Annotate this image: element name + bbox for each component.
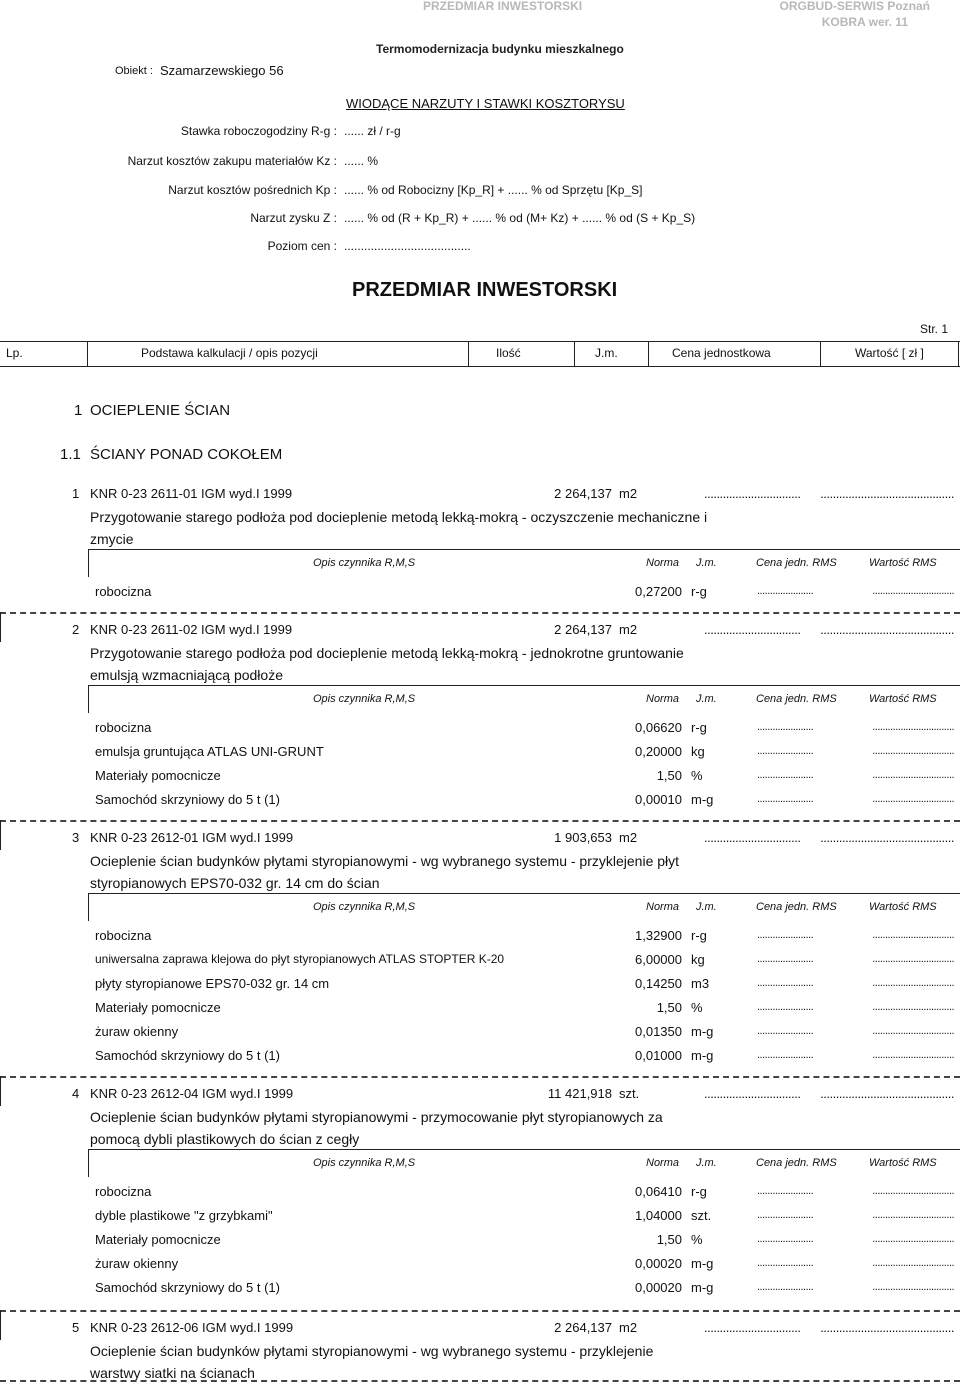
resource-value-dots: ................................ — [872, 1233, 954, 1245]
resource-header-desc: Opis czynnika R,M,S — [313, 557, 416, 569]
item-lp: 5 — [72, 1320, 80, 1335]
resource-value-dots: ................................ — [872, 1281, 954, 1293]
item-separator — [0, 1076, 960, 1078]
resource-price-dots: ...................... — [757, 929, 814, 941]
rate-label: Narzut zysku Z : — [250, 211, 337, 225]
resource-price-dots: ...................... — [757, 585, 814, 597]
th-qty: Ilość — [496, 346, 521, 360]
item-price-dots: ............................... — [704, 1086, 801, 1101]
th-lp: Lp. — [6, 346, 23, 360]
resource-price-dots: ...................... — [757, 1185, 814, 1197]
resource-value-dots: ................................ — [872, 793, 954, 805]
item-left-rule — [0, 612, 1, 642]
item-left-rule — [0, 820, 1, 850]
item-description-line2: zmycie — [90, 531, 134, 547]
item-value-dots: ........................................... — [820, 830, 954, 845]
resource-header-top-rule — [88, 1149, 960, 1150]
resource-header-norm: Norma — [646, 1157, 680, 1169]
resource-unit: kg — [691, 744, 705, 759]
item-price-dots: ............................... — [704, 830, 801, 845]
item-qty: 1 903,653 — [554, 830, 612, 845]
item-lp: 3 — [72, 830, 80, 845]
item-value-dots: ........................................... — [820, 1320, 954, 1335]
th-unit: J.m. — [595, 346, 618, 360]
resource-norm: 1,50 — [656, 768, 682, 783]
resource-norm: 0,06620 — [635, 720, 682, 735]
resource-norm: 0,00020 — [635, 1256, 682, 1271]
resource-name: emulsja gruntująca ATLAS UNI-GRUNT — [95, 744, 324, 759]
item-qty: 11 421,918 — [547, 1086, 612, 1101]
resource-unit: % — [691, 768, 703, 783]
resource-header-price: Cena jedn. RMS — [756, 693, 837, 705]
resource-name: robocizna — [95, 720, 152, 735]
item-description-line1: Ocieplenie ścian budynków płytami styropianowymi - wg wybranego systemu - przyklejenie płyt — [90, 853, 680, 869]
item-description-line1: Ocieplenie ścian budynków płytami styropianowymi - wg wybranego systemu - przyklejenie — [90, 1343, 654, 1359]
item-description-line1: Przygotowanie starego podłoża pod docieplenie metodą lekką-mokrą - oczyszczenie mechaniczne i — [90, 509, 708, 525]
section-title: OCIEPLENIE ŚCIAN — [90, 402, 231, 419]
resource-name: Materiały pomocnicze — [95, 768, 221, 783]
item-lp: 2 — [72, 622, 80, 637]
resource-unit: r-g — [691, 1184, 707, 1199]
resource-header-norm: Norma — [646, 901, 680, 913]
resource-header-value: Wartość RMS — [869, 557, 937, 569]
resource-unit: m-g — [691, 1048, 714, 1063]
resource-price-dots: ...................... — [757, 745, 814, 757]
rate-value: ...................................... — [344, 239, 471, 253]
section-number: 1 — [74, 402, 83, 419]
resource-header-price: Cena jedn. RMS — [756, 1157, 837, 1169]
header-version: KOBRA wer. 11 — [821, 15, 908, 29]
resource-unit: r-g — [691, 720, 707, 735]
rate-label: Narzut kosztów zakupu materiałów Kz : — [127, 154, 337, 168]
resource-header-unit: J.m. — [696, 557, 717, 569]
item-separator — [0, 820, 960, 822]
resource-name: uniwersalna zaprawa klejowa do płyt styropianowych ATLAS STOPTER K-20 — [95, 952, 505, 966]
page-bottom-edge — [0, 1380, 960, 1382]
resource-header-price: Cena jedn. RMS — [756, 901, 837, 913]
object-label: Obiekt : — [115, 65, 153, 77]
resource-header-norm: Norma — [646, 693, 680, 705]
object-value: Szamarzewskiego 56 — [160, 63, 284, 78]
item-left-rule — [0, 1310, 1, 1340]
item-lp: 4 — [72, 1086, 80, 1101]
header-doc-type: PRZEDMIAR INWESTORSKI — [423, 0, 583, 13]
resource-unit: m3 — [691, 976, 710, 991]
resource-unit: kg — [691, 952, 705, 967]
resource-norm: 0,01350 — [635, 1024, 682, 1039]
resource-header-left-rule — [88, 685, 89, 713]
resource-name: robocizna — [95, 584, 152, 599]
item-basis: KNR 0-23 2612-04 IGM wyd.I 1999 — [90, 1086, 294, 1101]
resource-unit: r-g — [691, 584, 707, 599]
resource-norm: 0,00010 — [635, 792, 682, 807]
resource-norm: 1,04000 — [635, 1208, 682, 1223]
resource-norm: 0,27200 — [635, 584, 682, 599]
resource-price-dots: ...................... — [757, 1281, 814, 1293]
resource-norm: 1,50 — [656, 1232, 682, 1247]
resource-name: żuraw okienny — [95, 1256, 179, 1271]
th-value: Wartość [ zł ] — [855, 346, 924, 360]
page-number: Str. 1 — [919, 322, 948, 336]
resource-value-dots: ................................ — [872, 1185, 954, 1197]
resource-unit: % — [691, 1000, 703, 1015]
item-value-dots: ........................................... — [820, 1086, 954, 1101]
resource-unit: % — [691, 1232, 703, 1247]
resource-header-unit: J.m. — [696, 1157, 717, 1169]
resource-header-value: Wartość RMS — [869, 693, 937, 705]
item-price-dots: ............................... — [704, 1320, 801, 1335]
resource-value-dots: ................................ — [872, 745, 954, 757]
resource-norm: 0,20000 — [635, 744, 682, 759]
item-separator — [0, 612, 960, 614]
resource-norm: 1,50 — [656, 1000, 682, 1015]
item-description-line2: styropianowych EPS70-032 gr. 14 cm do ścian — [90, 875, 380, 891]
resource-unit: m-g — [691, 1256, 714, 1271]
resource-value-dots: ................................ — [872, 1257, 954, 1269]
resource-norm: 0,14250 — [635, 976, 682, 991]
rate-value: ...... % od Robocizny [Kp_R] + ...... % od Sprzętu [Kp_S] — [344, 183, 643, 197]
item-description-line1: Przygotowanie starego podłoża pod docieplenie metodą lekką-mokrą - jednokrotne gruntowanie — [90, 645, 684, 661]
item-unit: m2 — [619, 1320, 638, 1335]
resource-price-dots: ...................... — [757, 1001, 814, 1013]
resource-price-dots: ...................... — [757, 1025, 814, 1037]
item-value-dots: ........................................... — [820, 622, 954, 637]
resource-value-dots: ................................ — [872, 1025, 954, 1037]
item-lp: 1 — [72, 486, 80, 501]
rate-label: Stawka roboczogodziny R-g : — [180, 124, 337, 138]
resource-name: robocizna — [95, 1184, 152, 1199]
resource-name: Materiały pomocnicze — [95, 1000, 221, 1015]
item-unit: m2 — [619, 830, 638, 845]
resource-name: Samochód skrzyniowy do 5 t (1) — [95, 792, 280, 807]
resource-value-dots: ................................ — [872, 1001, 954, 1013]
resource-value-dots: ................................ — [872, 769, 954, 781]
item-description-line1: Ocieplenie ścian budynków płytami styropianowymi - przymocowanie płyt styropianowych za — [90, 1109, 663, 1125]
item-value-dots: ........................................... — [820, 486, 954, 501]
resource-header-value: Wartość RMS — [869, 1157, 937, 1169]
resource-price-dots: ...................... — [757, 1233, 814, 1245]
resource-price-dots: ...................... — [757, 793, 814, 805]
resource-header-top-rule — [88, 685, 960, 686]
rate-value: ...... % od (R + Kp_R) + ...... % od (M+ Kz) + ...... % od (S + Kp_S) — [344, 211, 696, 225]
resource-name: Samochód skrzyniowy do 5 t (1) — [95, 1048, 280, 1063]
resource-value-dots: ................................ — [872, 1209, 954, 1221]
item-separator — [0, 1310, 960, 1312]
item-price-dots: ............................... — [704, 486, 801, 501]
resource-price-dots: ...................... — [757, 769, 814, 781]
resource-header-left-rule — [88, 1149, 89, 1177]
resource-name: robocizna — [95, 928, 152, 943]
header-company: ORGBUD-SERWIS Poznań — [779, 0, 930, 13]
resource-name: Materiały pomocnicze — [95, 1232, 221, 1247]
resource-value-dots: ................................ — [872, 721, 954, 733]
item-price-dots: ............................... — [704, 622, 801, 637]
item-qty: 2 264,137 — [554, 622, 612, 637]
resource-value-dots: ................................ — [872, 929, 954, 941]
resource-norm: 0,01000 — [635, 1048, 682, 1063]
subsection-title: ŚCIANY PONAD COKOŁEM — [90, 446, 283, 463]
resource-unit: szt. — [691, 1208, 712, 1223]
resource-value-dots: ................................ — [872, 585, 954, 597]
rate-value: ...... % — [344, 154, 379, 168]
page-title: PRZEDMIAR INWESTORSKI — [352, 279, 618, 301]
resource-price-dots: ...................... — [757, 721, 814, 733]
resource-header-price: Cena jedn. RMS — [756, 557, 837, 569]
resource-header-top-rule — [88, 893, 960, 894]
resource-header-value: Wartość RMS — [869, 901, 937, 913]
rate-label: Poziom cen : — [267, 239, 337, 253]
item-unit: m2 — [619, 622, 638, 637]
th-basis: Podstawa kalkulacji / opis pozycji — [141, 346, 318, 360]
resource-norm: 1,32900 — [635, 928, 682, 943]
item-basis: KNR 0-23 2612-01 IGM wyd.I 1999 — [90, 830, 294, 845]
item-basis: KNR 0-23 2611-02 IGM wyd.I 1999 — [90, 622, 293, 637]
resource-unit: m-g — [691, 1024, 714, 1039]
resource-header-desc: Opis czynnika R,M,S — [313, 693, 416, 705]
resource-norm: 6,00000 — [635, 952, 682, 967]
resource-name: płyty styropianowe EPS70-032 gr. 14 cm — [95, 976, 330, 991]
rate-label: Narzut kosztów pośrednich Kp : — [168, 183, 337, 197]
resource-header-left-rule — [88, 893, 89, 921]
resource-value-dots: ................................ — [872, 953, 954, 965]
rates-heading: WIODĄCE NARZUTY I STAWKI KOSZTORYSU — [346, 96, 625, 111]
resource-value-dots: ................................ — [872, 977, 954, 989]
resource-unit: m-g — [691, 792, 714, 807]
rate-value: ...... zł / r-g — [344, 124, 401, 138]
resource-header-left-rule — [88, 549, 89, 577]
resource-name: żuraw okienny — [95, 1024, 179, 1039]
resource-unit: r-g — [691, 928, 707, 943]
resource-price-dots: ...................... — [757, 1049, 814, 1061]
item-basis: KNR 0-23 2611-01 IGM wyd.I 1999 — [90, 486, 293, 501]
resource-price-dots: ...................... — [757, 977, 814, 989]
project-title: Termomodernizacja budynku mieszkalnego — [376, 42, 624, 56]
resource-price-dots: ...................... — [757, 1257, 814, 1269]
item-qty: 2 264,137 — [554, 486, 612, 501]
resource-norm: 0,00020 — [635, 1280, 682, 1295]
resource-price-dots: ...................... — [757, 953, 814, 965]
resource-header-unit: J.m. — [696, 901, 717, 913]
resource-name: Samochód skrzyniowy do 5 t (1) — [95, 1280, 280, 1295]
resource-header-desc: Opis czynnika R,M,S — [313, 901, 416, 913]
resource-unit: m-g — [691, 1280, 714, 1295]
resource-name: dyble plastikowe "z grzybkami" — [95, 1208, 273, 1223]
item-unit: szt. — [619, 1086, 640, 1101]
resource-header-top-rule — [88, 549, 960, 550]
resource-norm: 0,06410 — [635, 1184, 682, 1199]
item-qty: 2 264,137 — [554, 1320, 612, 1335]
resource-value-dots: ................................ — [872, 1049, 954, 1061]
item-description-line2: warstwy siatki na ścianach — [90, 1365, 255, 1381]
resource-header-desc: Opis czynnika R,M,S — [313, 1157, 416, 1169]
resource-header-unit: J.m. — [696, 693, 717, 705]
item-unit: m2 — [619, 486, 638, 501]
th-unit-price: Cena jednostkowa — [672, 346, 771, 360]
resource-price-dots: ...................... — [757, 1209, 814, 1221]
item-description-line2: emulsją wzmacniającą podłoże — [90, 667, 283, 683]
subsection-number: 1.1 — [60, 446, 81, 463]
item-left-rule — [0, 1076, 1, 1106]
item-basis: KNR 0-23 2612-06 IGM wyd.I 1999 — [90, 1320, 294, 1335]
resource-header-norm: Norma — [646, 557, 680, 569]
item-description-line2: pomocą dybli plastikowych do ścian z cegły — [90, 1131, 360, 1147]
